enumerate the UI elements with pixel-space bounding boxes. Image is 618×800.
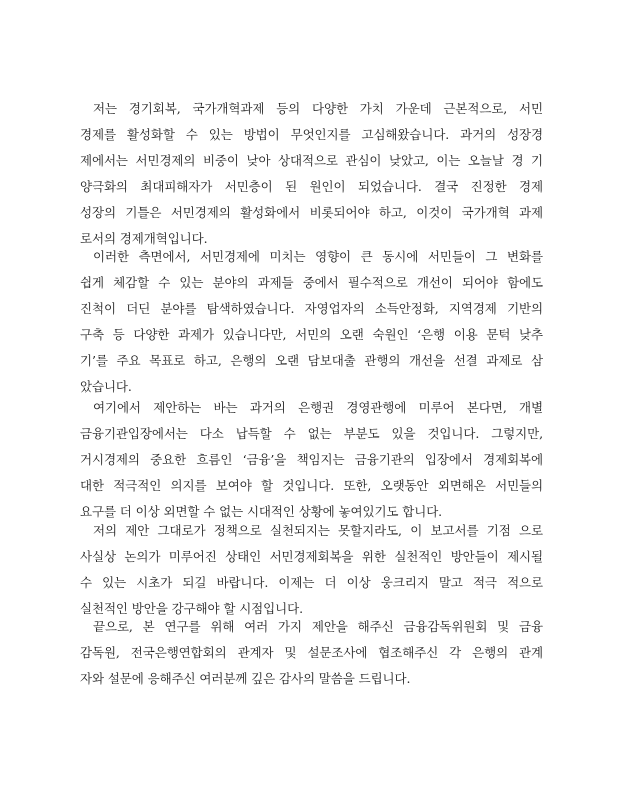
text-line: 로서의 경제개혁입니다. [80,231,208,246]
text-line: 구축 등 다양한 과제가 있습니다만, 서민의 오랜 숙원인 ‘은행 이용 문턱 낮추 [80,327,543,342]
text-line: 았습니다. [80,379,132,394]
text-line: 감독원, 전국은행연합회의 관계자 및 설문조사에 협조해주신 각 은행의 관계 [80,645,543,660]
paragraph-economic-reform [80,96,543,252]
text-line: 저의 제안 그대로가 정책으로 실천되지는 못할지라도, 이 보고서를 기점 으로 [93,523,543,538]
text-line: 진척이 더딘 분야를 탐색하였습니다. 자영업자의 소득안정화, 지역경제 기반의 [80,301,543,316]
text-line: 거시경제의 중요한 흐름인 ‘금융’을 책임지는 금융기관의 입장에서 경제회복에 [80,452,543,467]
text-line: 요구를 더 이상 외면할 수 없는 시대적인 상황에 놓여있기도 합니다. [80,504,443,519]
text-line: 이러한 측면에서, 서민경제에 미치는 영향이 큰 동시에 서민들이 그 변화를 [93,249,543,264]
text-line: 사실상 논의가 미루어진 상태인 서민경제회복을 위한 실천적인 방안들이 제시될 [80,549,543,564]
paragraph-proposal-context [80,395,543,525]
text-line: 경제를 활성화할 수 있는 방법이 무엇인지를 고심해왔습니다. 과거의 성장경 [80,127,543,142]
text-line: 끝으로, 본 연구를 위해 여러 가지 제안을 해주신 금융감독위원회 및 금융 [93,619,543,634]
paragraph-acknowledgements [80,614,543,692]
text-line: 자와 설문에 응해주신 여러분께 깊은 감사의 말씀을 드립니다. [80,671,411,686]
text-line: 저는 경기회복, 국가개혁과제 등의 다양한 가치 가운데 근본적으로, 서민 [93,101,543,116]
text-line: 여기에서 제안하는 바는 과거의 은행권 경영관행에 미루어 본다면, 개별 [93,400,543,415]
text-line: 쉽게 체감할 수 있는 분야의 과제들 중에서 필수적으로 개선이 되어야 함에도 [80,275,543,290]
text-line: 실천적인 방안을 강구해야 할 시점입니다. [80,601,303,616]
text-line: 제에서는 서민경제의 비중이 낮아 상대적으로 관심이 낮았고, 이는 오늘날 경 기 [80,153,543,168]
text-line: 대한 적극적인 의지를 보여야 할 것입니다. 또한, 오랫동안 외면해온 서민들의 [80,478,543,493]
paragraph-research-focus [80,244,543,400]
paragraph-expectation [80,518,543,622]
text-line: 수 있는 시초가 되길 바랍니다. 이제는 더 이상 웅크리지 말고 적극 적으로 [80,575,543,590]
text-line: 양극화의 최대피해자가 서민층이 된 원인이 되었습니다. 결국 진정한 경제 [80,179,543,194]
text-line: 성장의 기틀은 서민경제의 활성화에서 비롯되어야 하고, 이것이 국가개혁 과제 [80,205,543,220]
text-line: 금융기관입장에서는 다소 납득할 수 없는 부분도 있을 것입니다. 그렇지만, [80,426,543,441]
text-line: 기’를 주요 목표로 하고, 은행의 오랜 담보대출 관행의 개선을 선결 과제로 삼 [80,353,543,368]
